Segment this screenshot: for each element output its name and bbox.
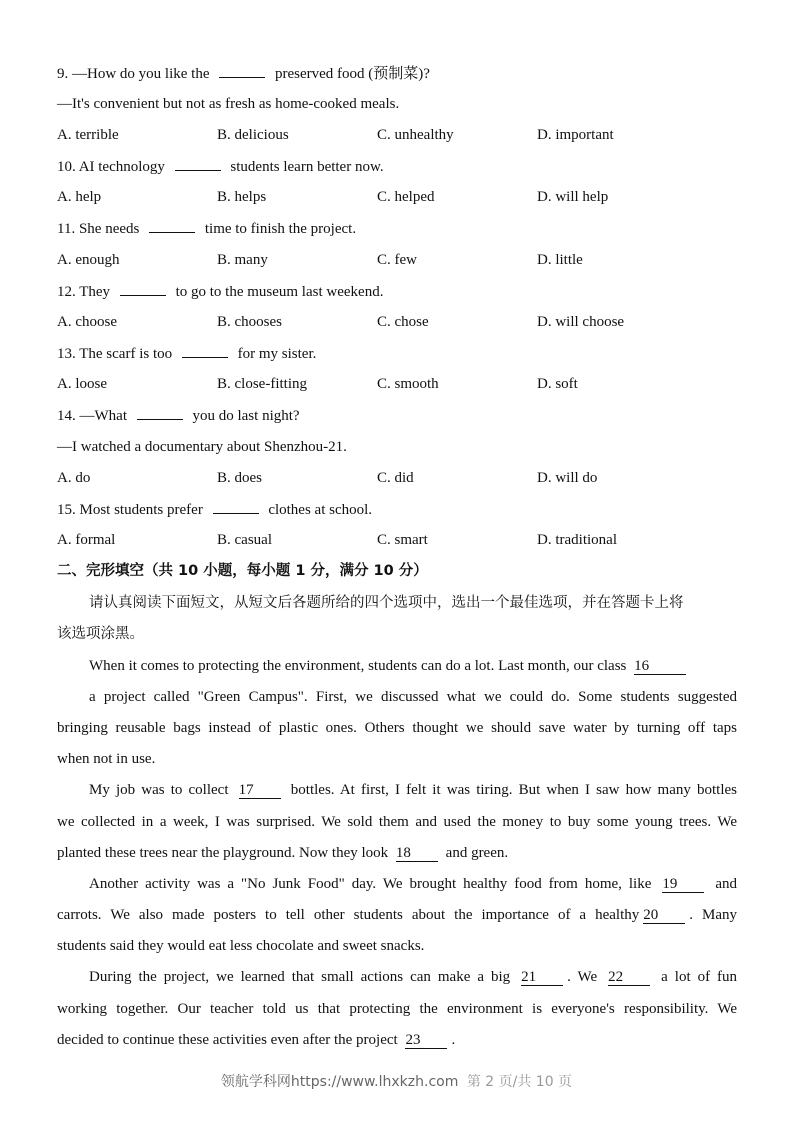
question-text: AI technology: [78, 159, 165, 175]
passage-line: [57, 657, 737, 675]
section-title: 二、完形填空（共 10 小题，每小题 1 分，满分 10 分）: [57, 563, 428, 579]
question-text: clothes at school.: [268, 502, 373, 518]
question-text: for my sister.: [237, 346, 317, 362]
option-a: A. help: [57, 189, 102, 205]
watermark: 领航学科网https://www.lhxkzh.com: [220, 1074, 459, 1090]
cloze-blank-16: 16: [634, 659, 686, 675]
question-text: students learn better now.: [230, 159, 384, 175]
passage-text: Another activity was a "No Junk Food" day. We brought healthy food from home, like: [89, 876, 652, 892]
cloze-blank-22: 22: [608, 970, 650, 986]
option-b: B. casual: [217, 532, 272, 548]
answer-blank: [120, 282, 166, 296]
passage-line: we collected in a week, I was surprised. We sold them and used the money to buy some young trees. We: [57, 814, 737, 830]
option-c: C. did: [377, 470, 414, 486]
page-footer: [0, 1071, 793, 1091]
option-b: B. chooses: [217, 314, 282, 330]
passage-text: During the project, we learned that small actions can make a big: [89, 969, 511, 985]
option-a: A. terrible: [57, 127, 119, 143]
option-c: C. chose: [377, 314, 429, 330]
passage-text: a lot of fun: [661, 969, 738, 985]
option-d: D. traditional: [537, 532, 617, 548]
section-instruction: 请认真阅读下面短文，从短文后各题所给的四个选项中，选出一个最佳选项，并在答题卡上将: [89, 595, 684, 611]
question-text: They: [79, 284, 111, 300]
cloze-blank-20: 20: [643, 908, 685, 924]
option-a: A. enough: [57, 252, 120, 268]
answer-blank: [137, 406, 183, 420]
answer-blank: [213, 500, 259, 514]
question-text: time to finish the project.: [204, 221, 357, 237]
page-number: 第 2 页/共 10 页: [466, 1074, 573, 1090]
question-text: you do last night?: [192, 408, 300, 424]
cloze-blank-18: 18: [396, 846, 438, 862]
question-11: [57, 219, 356, 238]
passage-line: [57, 1031, 737, 1049]
option-d: D. important: [537, 127, 614, 143]
option-b: B. close-fitting: [217, 376, 307, 392]
option-a: A. loose: [57, 376, 107, 392]
question-12: [57, 282, 383, 301]
question-14: [57, 406, 300, 425]
question-text: to go to the museum last weekend.: [175, 284, 384, 300]
cloze-blank-21: 21: [521, 970, 563, 986]
option-c: C. helped: [377, 189, 435, 205]
option-a: A. choose: [57, 314, 117, 330]
option-d: D. soft: [537, 376, 578, 392]
option-c: C. smooth: [377, 376, 439, 392]
passage-line: [57, 844, 737, 862]
passage-line: working together. Our teacher told us that protecting the environment is everyone's responsibility. We: [57, 1001, 737, 1017]
section-instruction-cont: 该选项涂黑。: [57, 626, 144, 642]
question-number: 10.: [57, 159, 76, 175]
passage-text: bottles. At first, I felt it was tiring. But when I saw how many bottles: [290, 782, 738, 798]
question-text: Most students prefer: [79, 502, 203, 518]
question-number: 11.: [57, 221, 76, 237]
question-number: 14.: [57, 408, 76, 424]
option-a: A. do: [57, 470, 91, 486]
option-c: C. few: [377, 252, 417, 268]
option-d: D. will choose: [537, 314, 625, 330]
passage-line: bringing reusable bags instead of plastic ones. Others thought we should save water by turning off taps: [57, 720, 737, 736]
question-9-reply: —It's convenient but not as fresh as home-cooked meals.: [57, 96, 400, 112]
answer-blank: [182, 344, 228, 358]
question-text: She needs: [78, 221, 140, 237]
option-b: B. does: [217, 470, 262, 486]
passage-line: students said they would eat less chocolate and sweet snacks.: [57, 938, 425, 954]
option-b: B. delicious: [217, 127, 289, 143]
question-9: [57, 64, 430, 83]
question-14-reply: —I watched a documentary about Shenzhou-21.: [57, 439, 347, 455]
question-text: —How do you like the: [72, 66, 210, 82]
question-15: [57, 500, 372, 519]
cloze-blank-19: 19: [662, 877, 704, 893]
question-text: —What: [79, 408, 127, 424]
passage-text: . We: [567, 969, 598, 985]
question-number: 15.: [57, 502, 76, 518]
passage-text: and green.: [445, 845, 509, 861]
option-d: D. will do: [537, 470, 598, 486]
cloze-blank-23: 23: [405, 1033, 447, 1049]
answer-blank: [175, 157, 221, 171]
passage-text: decided to continue these activities even after the project: [57, 1032, 398, 1048]
passage-line: [57, 906, 737, 924]
passage-line: when not in use.: [57, 751, 156, 767]
option-a: A. formal: [57, 532, 116, 548]
option-c: C. smart: [377, 532, 428, 548]
question-number: 13.: [57, 346, 76, 362]
passage-text: planted these trees near the playground. Now they look: [57, 845, 389, 861]
answer-blank: [149, 219, 195, 233]
question-13: [57, 344, 316, 363]
passage-text: .: [451, 1032, 456, 1048]
option-c: C. unhealthy: [377, 127, 454, 143]
option-b: B. many: [217, 252, 268, 268]
passage-line: [57, 781, 737, 799]
passage-text: . Many: [689, 907, 737, 923]
option-d: D. will help: [537, 189, 609, 205]
answer-blank: [219, 64, 265, 78]
question-10: [57, 157, 384, 176]
passage-text: and: [715, 876, 738, 892]
passage-line: [57, 875, 737, 893]
question-text: The scarf is too: [79, 346, 173, 362]
option-b: B. helps: [217, 189, 267, 205]
question-text: preserved food (预制菜)?: [274, 66, 430, 82]
passage-text: carrots. We also made posters to tell other students about the importance of a healthy: [57, 907, 640, 923]
option-d: D. little: [537, 252, 583, 268]
passage-line: a project called "Green Campus". First, we discussed what we could do. Some students suggested: [89, 689, 737, 705]
question-number: 9.: [57, 66, 69, 82]
passage-text: When it comes to protecting the environment, students can do a lot. Last month, our class: [89, 658, 627, 674]
passage-line: [57, 968, 737, 986]
passage-text: My job was to collect: [89, 782, 229, 798]
cloze-blank-17: 17: [239, 783, 281, 799]
question-number: 12.: [57, 284, 76, 300]
